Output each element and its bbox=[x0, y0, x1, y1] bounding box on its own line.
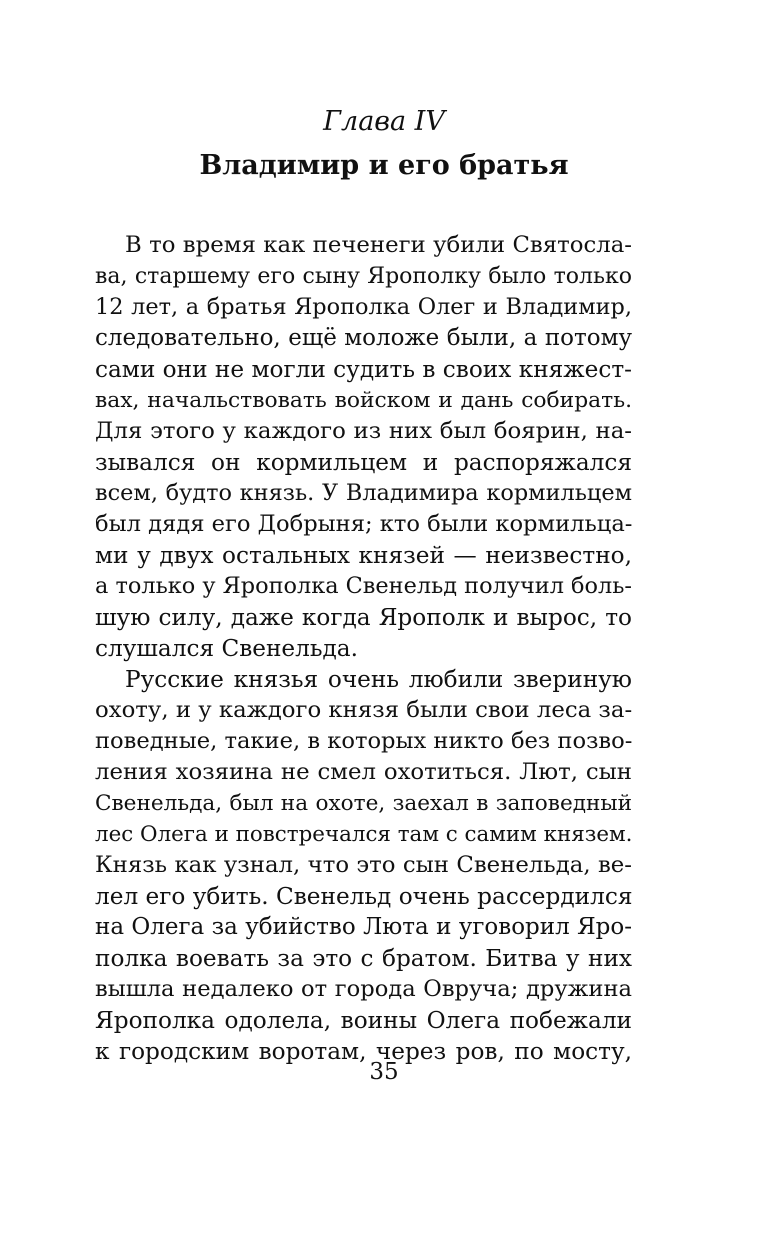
chapter-title: Владимир и его братья bbox=[199, 150, 569, 181]
text-line: слушался Свенельда. bbox=[95, 635, 358, 662]
text-line: шую силу, даже когда Ярополк и вырос, то bbox=[95, 604, 632, 631]
text-line: всем, будто князь. У Владимира кормильцем bbox=[95, 480, 632, 506]
text-line: сами они не могли судить в своих княжест- bbox=[95, 356, 632, 383]
text-line: следовательно, ещё моложе были, а потому bbox=[95, 325, 632, 351]
text-line: полка воевать за это с братом. Битва у них bbox=[95, 945, 632, 972]
text-line: лел его убить. Свенельд очень рассердился bbox=[95, 883, 633, 910]
text-line: ления хозяина не смел охотиться. Лют, сын bbox=[95, 759, 632, 785]
text-line: Князь как узнал, что это сын Свенельда, ве- bbox=[95, 852, 632, 878]
text-line: вах, начальствовать войском и дань собирать. bbox=[95, 388, 632, 413]
text-line: к городским воротам, через ров, по мосту, bbox=[95, 1038, 632, 1065]
paragraph bbox=[95, 664, 632, 1067]
text-body bbox=[95, 230, 632, 1067]
text-line: Свенельда, был на охоте, заехал в заповедный bbox=[95, 791, 632, 816]
text-line: 12 лет, а братья Ярополка Олег и Владимир, bbox=[95, 294, 632, 320]
text-line: Для этого у каждого из них был боярин, на- bbox=[95, 418, 632, 444]
chapter-heading: Глава IV bbox=[323, 106, 445, 137]
text-line: Ярополка одолела, воины Олега побежали bbox=[95, 1007, 632, 1034]
text-line: был дядя его Добрыня; кто были кормильца- bbox=[95, 511, 633, 537]
text-line: на Олега за убийство Люта и уговорил Яро- bbox=[95, 914, 632, 940]
text-line: зывался он кормильцем и распоряжался bbox=[95, 449, 632, 476]
text-line: охоту, и у каждого князя были свои леса за- bbox=[95, 697, 633, 723]
page-number: 35 bbox=[369, 1059, 399, 1085]
text-line: поведные, такие, в которых никто без позво- bbox=[95, 728, 633, 754]
text-line: ва, старшему его сыну Ярополку было только bbox=[95, 264, 632, 289]
text-line: вышла недалеко от города Овруча; дружина bbox=[95, 976, 632, 1002]
text-line: В то время как печенеги убили Святосла- bbox=[125, 232, 632, 258]
text-line: ми у двух остальных князей — неизвестно, bbox=[95, 542, 632, 569]
text-line: лес Олега и повстречался там с самим князем. bbox=[95, 822, 633, 847]
text-line: Русские князья очень любили звериную bbox=[125, 666, 632, 693]
text-line: а только у Ярополка Свенельд получил боль- bbox=[95, 573, 632, 599]
paragraph bbox=[95, 230, 632, 664]
